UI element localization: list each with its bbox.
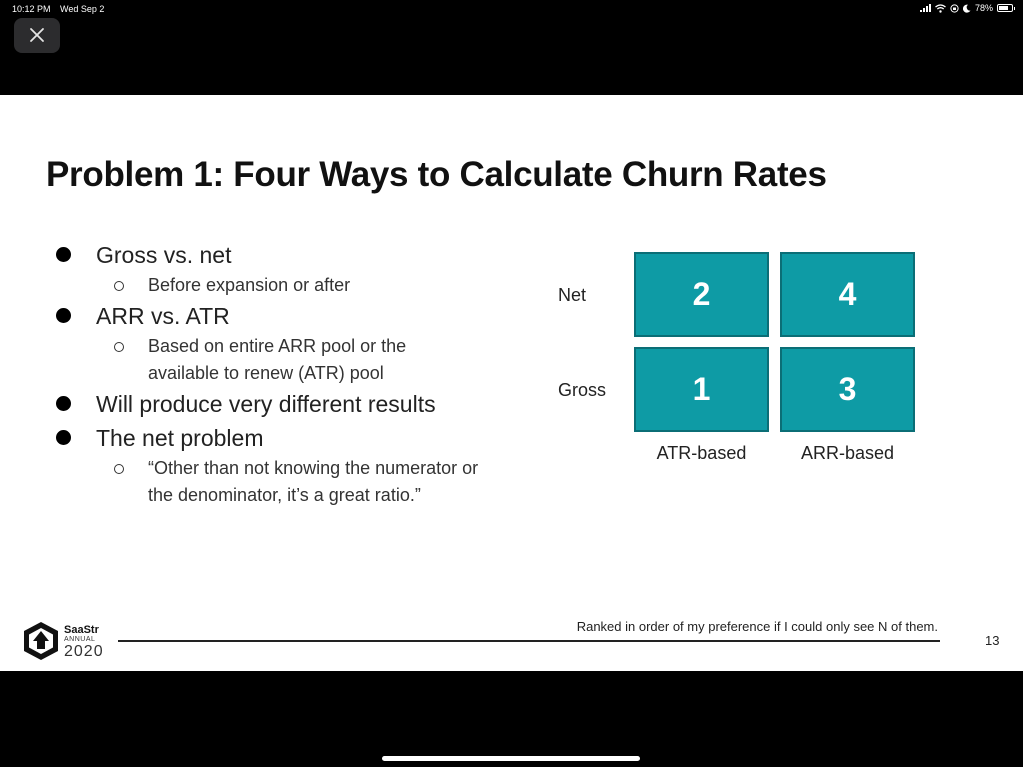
close-icon bbox=[29, 27, 45, 43]
page-number: 13 bbox=[985, 633, 1000, 648]
do-not-disturb-icon bbox=[963, 4, 971, 13]
battery-percent: 78% bbox=[974, 3, 993, 13]
sub-bullet-item: Before expansion or after bbox=[56, 272, 526, 299]
saastr-logo-icon bbox=[22, 621, 60, 661]
status-time: 10:12 PM bbox=[12, 4, 51, 14]
matrix-cell-gross-atr: 1 bbox=[634, 347, 769, 432]
slide bbox=[0, 95, 1023, 671]
bullet-item: ARR vs. ATR bbox=[56, 299, 526, 333]
status-icons bbox=[920, 3, 1013, 13]
matrix-cell-net-arr: 4 bbox=[780, 252, 915, 337]
bullet-item: Gross vs. net bbox=[56, 238, 526, 272]
sub-bullet-item: Based on entire ARR pool or the available to renew (ATR) pool bbox=[56, 333, 438, 387]
bullet-item: Will produce very different results bbox=[56, 387, 526, 421]
matrix-cell-gross-arr: 3 bbox=[780, 347, 915, 432]
wifi-icon bbox=[935, 4, 946, 13]
slide-title: Problem 1: Four Ways to Calculate Churn Rates bbox=[46, 155, 827, 194]
logo-year: 2020 bbox=[64, 643, 104, 660]
saastr-logo bbox=[22, 619, 112, 664]
logo-brand: SaaStr bbox=[64, 624, 99, 636]
column-label-atr: ATR-based bbox=[656, 443, 747, 463]
bullet-item: The net problem bbox=[56, 421, 526, 455]
column-label-arr: ARR-based bbox=[800, 443, 895, 463]
status-bar bbox=[0, 0, 1023, 18]
footnote: Ranked in order of my preference if I could only see N of them. bbox=[576, 619, 938, 634]
status-date: Wed Sep 2 bbox=[60, 4, 105, 14]
orientation-lock-icon bbox=[950, 4, 959, 13]
signal-icon bbox=[920, 4, 931, 12]
bullet-list bbox=[56, 238, 526, 509]
row-label-net: Net bbox=[558, 285, 587, 305]
footer-divider bbox=[118, 640, 940, 642]
logo-annual: ANNUAL bbox=[64, 636, 96, 643]
row-label-gross: Gross bbox=[558, 380, 607, 400]
close-button[interactable] bbox=[14, 18, 60, 53]
sub-bullet-item: “Other than not knowing the numerator or the denominator, it’s a great ratio.” bbox=[56, 455, 503, 509]
battery-icon bbox=[997, 4, 1013, 12]
home-indicator[interactable] bbox=[382, 756, 640, 761]
matrix-cell-net-atr: 2 bbox=[634, 252, 769, 337]
